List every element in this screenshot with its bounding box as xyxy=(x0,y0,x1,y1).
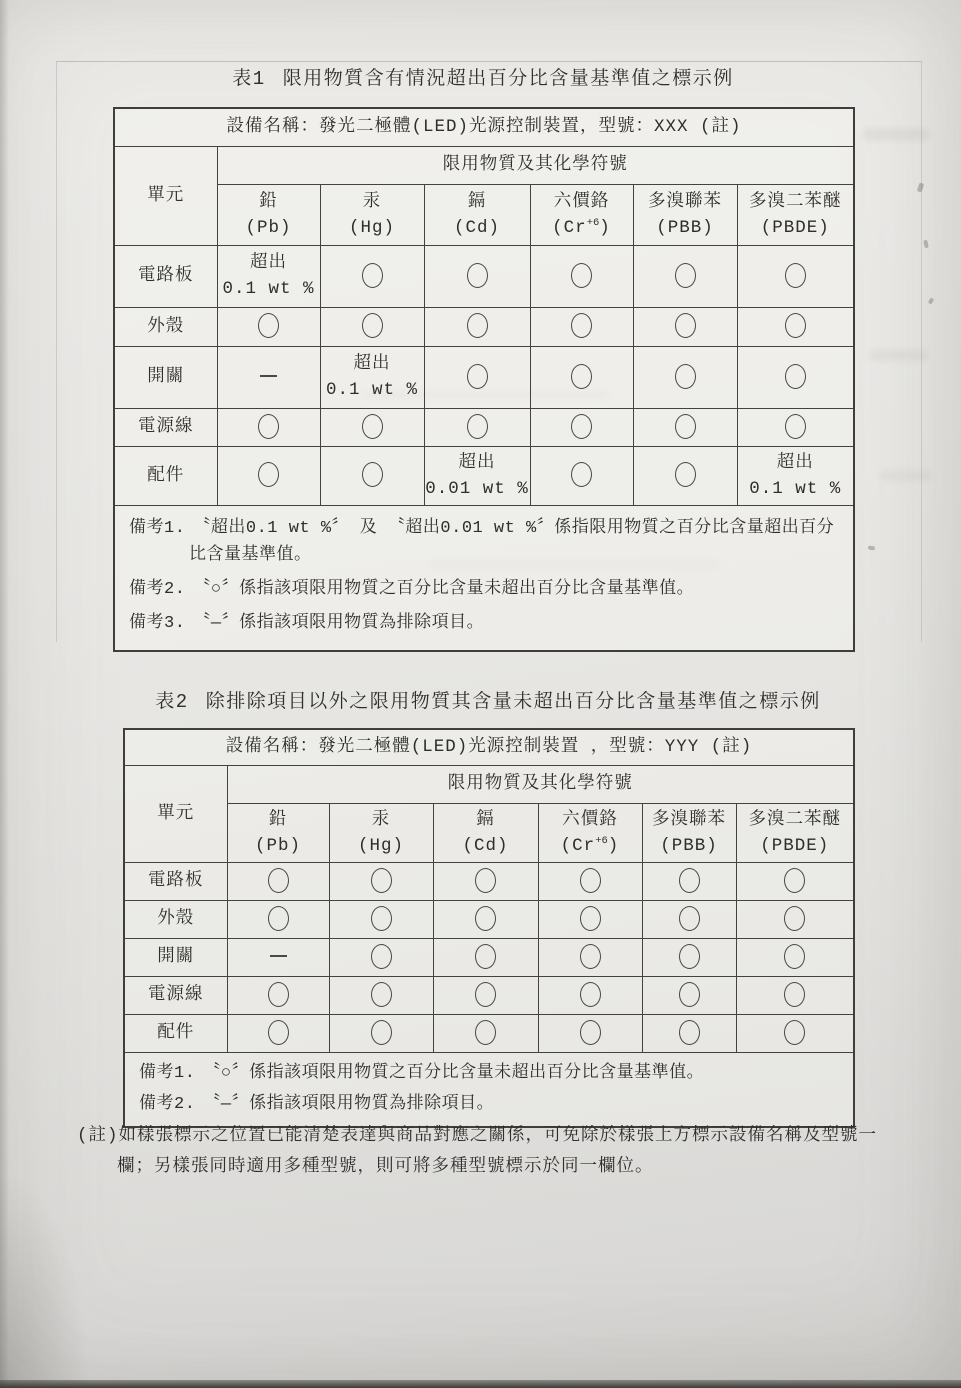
table2-row-switch xyxy=(124,938,854,976)
circle-mark xyxy=(785,313,806,338)
table-cell xyxy=(227,938,329,976)
table-cell xyxy=(530,245,633,307)
table-cell xyxy=(433,900,538,938)
table-cell xyxy=(633,245,737,307)
table1-row-power-cord xyxy=(114,408,854,446)
circle-mark xyxy=(571,462,592,487)
circle-mark xyxy=(675,263,696,288)
circle-mark xyxy=(571,364,592,389)
row-label: 電路板 xyxy=(124,862,227,900)
circle-mark xyxy=(467,313,488,338)
table-cell xyxy=(433,976,538,1014)
note-text: 〝—〞係指該項限用物質為排除項目。 xyxy=(193,613,485,633)
table2-device-name-cell: 設備名稱：發光二極體(LED)光源控制裝置 ，型號：YYY (註) xyxy=(124,729,854,765)
table-cell xyxy=(320,307,424,346)
table-cell xyxy=(736,938,854,976)
table-cell xyxy=(530,307,633,346)
circle-mark xyxy=(784,982,805,1007)
table1-column-header-hexavalent-chromium: 六價鉻 $(Cr^{+6})$ xyxy=(530,184,633,245)
table2-column-header-pbb: 多溴聯苯 (PBB) xyxy=(642,803,736,862)
circle-mark xyxy=(475,906,496,931)
circle-mark xyxy=(580,1020,601,1045)
table1-row-circuit-board xyxy=(114,245,854,307)
table-cell xyxy=(433,938,538,976)
table2-substances-header: 限用物質及其化學符號 xyxy=(227,765,854,803)
table-cell xyxy=(633,307,737,346)
table2-note-2 xyxy=(139,1091,839,1118)
table-cell xyxy=(633,408,737,446)
table-cell xyxy=(320,245,424,307)
row-label: 開關 xyxy=(124,938,227,976)
circle-mark xyxy=(475,1020,496,1045)
table-cell xyxy=(642,976,736,1014)
circle-mark xyxy=(675,414,696,439)
table-cell xyxy=(736,976,854,1014)
circle-mark xyxy=(784,944,805,969)
scan-speck xyxy=(868,546,875,551)
table-cell xyxy=(642,862,736,900)
table1-column-header-mercury: 汞 (Hg) xyxy=(320,184,424,245)
circle-mark xyxy=(268,1020,289,1045)
table1-column-header-pbde: 多溴二苯醚 (PBDE) xyxy=(737,184,854,245)
dash-mark xyxy=(270,955,287,957)
table-cell xyxy=(227,900,329,938)
table-cell xyxy=(329,976,433,1014)
table1-label: 表1 xyxy=(232,68,266,90)
table-cell: 超出 0.01 wt % xyxy=(424,446,530,505)
table2-block xyxy=(123,690,853,1128)
table1-restricted-substances-exceeding xyxy=(113,107,855,652)
circle-mark xyxy=(362,414,383,439)
table-cell xyxy=(538,900,642,938)
dash-mark xyxy=(260,375,277,377)
table-cell xyxy=(424,408,530,446)
table-cell xyxy=(227,862,329,900)
circle-mark xyxy=(371,906,392,931)
table-cell xyxy=(736,900,854,938)
table2-title xyxy=(123,690,853,715)
row-label: 外殼 xyxy=(114,307,217,346)
table1-column-header-lead: 鉛 (Pb) xyxy=(217,184,320,245)
table-cell: 超出 0.1 wt % xyxy=(320,346,424,408)
table1-column-header-cadmium: 鎘 (Cd) xyxy=(424,184,530,245)
circle-mark xyxy=(467,364,488,389)
circle-mark xyxy=(362,313,383,338)
table-cell xyxy=(642,1014,736,1052)
table1-note-1 xyxy=(129,515,839,569)
circle-mark xyxy=(571,414,592,439)
circle-mark xyxy=(362,263,383,288)
table1-block xyxy=(113,67,853,652)
row-label: 電路板 xyxy=(114,245,217,307)
table-cell xyxy=(642,938,736,976)
circle-mark xyxy=(785,263,806,288)
note-label: 備考2. xyxy=(129,579,186,599)
circle-mark xyxy=(785,414,806,439)
table-cell xyxy=(217,408,320,446)
circle-mark xyxy=(268,868,289,893)
table-cell xyxy=(424,346,530,408)
table2-label: 表2 xyxy=(155,691,189,713)
table1-row-switch xyxy=(114,346,854,408)
table-cell xyxy=(737,245,854,307)
circle-mark xyxy=(258,414,279,439)
table2-column-header-pbde: 多溴二苯醚 (PBDE) xyxy=(736,803,854,862)
table1-title-text: 限用物質含有情況超出百分比含量基準值之標示例 xyxy=(282,68,734,90)
table-cell: 超出 0.1 wt % xyxy=(217,245,320,307)
page-footnote: (註)如樣張標示之位置已能清楚表達與商品對應之關係，可免除於樣張上方標示設備名稱及型號一 欄；另樣張同時適用多種型號，則可將多種型號標示於同一欄位。 xyxy=(77,1126,878,1177)
table1-column-header-pbb: 多溴聯苯 (PBB) xyxy=(633,184,737,245)
table1-title xyxy=(113,67,853,92)
table-cell xyxy=(320,446,424,505)
scan-speck xyxy=(928,297,934,304)
circle-mark xyxy=(371,944,392,969)
table-cell xyxy=(424,307,530,346)
circle-mark xyxy=(475,982,496,1007)
table-cell xyxy=(329,862,433,900)
circle-mark xyxy=(679,944,700,969)
table2-column-header-mercury: 汞 (Hg) xyxy=(329,803,433,862)
circle-mark xyxy=(571,263,592,288)
table-cell xyxy=(633,346,737,408)
table2-title-text: 除排除項目以外之限用物質其含量未超出百分比含量基準值之標示例 xyxy=(205,691,821,713)
circle-mark xyxy=(258,462,279,487)
table2-column-header-cadmium: 鎘 (Cd) xyxy=(433,803,538,862)
table-cell xyxy=(538,862,642,900)
table-cell xyxy=(227,976,329,1014)
note-label: 備考1. xyxy=(129,518,186,538)
table-cell xyxy=(424,245,530,307)
row-label: 電源線 xyxy=(124,976,227,1014)
table-cell xyxy=(736,1014,854,1052)
circle-mark xyxy=(268,982,289,1007)
row-label: 開關 xyxy=(114,346,217,408)
note-text: 〝超出0.1 wt %〞 及 〝超出0.01 wt %〞係指限用物質之百分比含量超出百分比含量基準值。 xyxy=(189,518,835,565)
bleed-through-smudge xyxy=(863,128,929,141)
table-cell xyxy=(736,862,854,900)
circle-mark xyxy=(679,982,700,1007)
table1-device-name-cell: 設備名稱：發光二極體(LED)光源控制裝置，型號：XXX (註) xyxy=(114,108,854,146)
table2-restricted-substances-compliant xyxy=(123,728,855,1128)
table-cell xyxy=(737,307,854,346)
circle-mark xyxy=(784,906,805,931)
table1-notes-cell xyxy=(114,505,854,651)
row-label: 外殼 xyxy=(124,900,227,938)
scan-speck xyxy=(923,240,929,249)
table-cell xyxy=(538,976,642,1014)
table-cell xyxy=(737,408,854,446)
circle-mark xyxy=(675,364,696,389)
circle-mark xyxy=(679,1020,700,1045)
circle-mark xyxy=(679,906,700,931)
circle-mark xyxy=(679,868,700,893)
table1-note-2 xyxy=(129,576,839,603)
circle-mark xyxy=(784,868,805,893)
table-cell xyxy=(320,408,424,446)
table2-column-header-hexavalent-chromium: 六價鉻 $(Cr^{+6})$ xyxy=(538,803,642,862)
circle-mark xyxy=(467,263,488,288)
table1-row-accessories xyxy=(114,446,854,505)
table-cell xyxy=(433,1014,538,1052)
bleed-through-smudge xyxy=(870,350,928,361)
table-cell xyxy=(227,1014,329,1052)
table-cell xyxy=(538,938,642,976)
table-cell xyxy=(737,346,854,408)
table-cell xyxy=(217,307,320,346)
table2-notes-cell xyxy=(124,1052,854,1127)
circle-mark xyxy=(784,1020,805,1045)
row-label: 電源線 xyxy=(114,408,217,446)
note-text: 〝○〞係指該項限用物質之百分比含量未超出百分比含量基準值。 xyxy=(203,1063,705,1083)
note-label: 備考3. xyxy=(129,613,186,633)
circle-mark xyxy=(258,313,279,338)
table-cell xyxy=(217,446,320,505)
circle-mark xyxy=(268,906,289,931)
note-text: 〝—〞係指該項限用物質為排除項目。 xyxy=(203,1094,495,1114)
table2-unit-header: 單元 xyxy=(124,765,227,862)
scan-speck xyxy=(917,182,925,192)
circle-mark xyxy=(580,944,601,969)
circle-mark xyxy=(580,868,601,893)
table-cell: 超出 0.1 wt % xyxy=(737,446,854,505)
circle-mark xyxy=(580,906,601,931)
circle-mark xyxy=(580,982,601,1007)
table2-row-accessories xyxy=(124,1014,854,1052)
circle-mark xyxy=(371,868,392,893)
table-cell xyxy=(642,900,736,938)
note-label: 備考1. xyxy=(139,1063,196,1083)
note-text: 〝○〞係指該項限用物質之百分比含量未超出百分比含量基準值。 xyxy=(193,579,695,599)
circle-mark xyxy=(371,982,392,1007)
table-cell xyxy=(530,346,633,408)
table-cell xyxy=(329,1014,433,1052)
row-label: 配件 xyxy=(114,446,217,505)
row-label: 配件 xyxy=(124,1014,227,1052)
table-cell xyxy=(530,408,633,446)
table2-row-circuit-board xyxy=(124,862,854,900)
table2-row-enclosure xyxy=(124,900,854,938)
circle-mark xyxy=(475,868,496,893)
note-label: 備考2. xyxy=(139,1094,196,1114)
circle-mark xyxy=(785,364,806,389)
table-cell xyxy=(633,446,737,505)
circle-mark xyxy=(371,1020,392,1045)
scanner-bed-edge xyxy=(0,1380,961,1388)
circle-mark xyxy=(675,313,696,338)
paper-corner-shadow xyxy=(0,1168,90,1388)
bleed-through-smudge xyxy=(880,470,932,481)
circle-mark xyxy=(362,462,383,487)
table-cell xyxy=(329,900,433,938)
table1-substances-header: 限用物質及其化學符號 xyxy=(217,146,854,184)
table2-column-header-lead: 鉛 (Pb) xyxy=(227,803,329,862)
table-cell xyxy=(433,862,538,900)
table1-note-3 xyxy=(129,610,839,637)
table-cell xyxy=(538,1014,642,1052)
table2-row-power-cord xyxy=(124,976,854,1014)
circle-mark xyxy=(475,944,496,969)
table1-unit-header: 單元 xyxy=(114,146,217,245)
table-cell xyxy=(329,938,433,976)
circle-mark xyxy=(675,462,696,487)
table-cell xyxy=(530,446,633,505)
circle-mark xyxy=(571,313,592,338)
table-cell xyxy=(217,346,320,408)
table2-note-1 xyxy=(139,1060,839,1087)
circle-mark xyxy=(467,414,488,439)
table1-row-enclosure xyxy=(114,307,854,346)
